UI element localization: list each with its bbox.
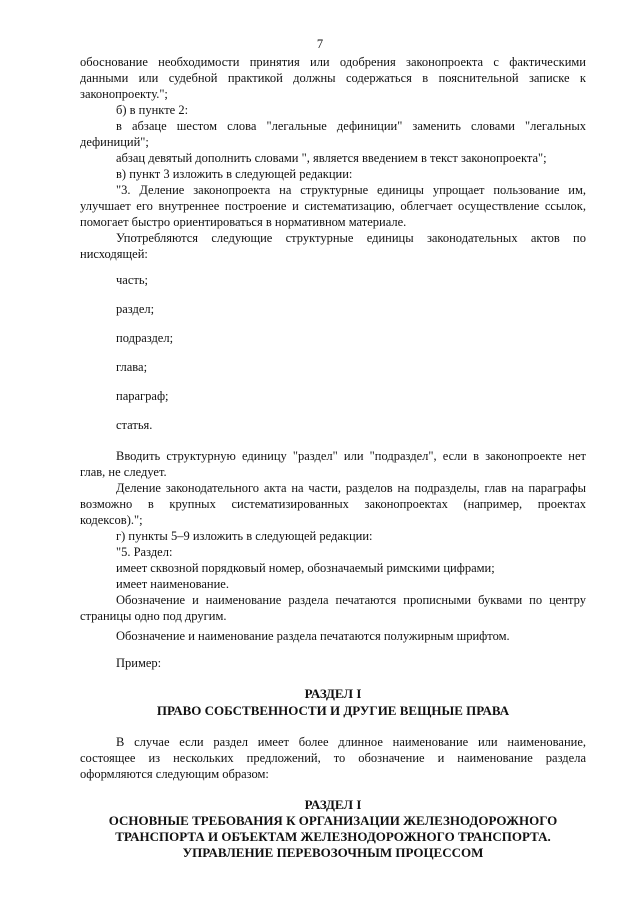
list-item: глава; bbox=[116, 360, 148, 374]
paragraph-line: Деление законодательного акта на части, разделов на подразделы, глав на параграфы bbox=[116, 481, 586, 495]
paragraph-line: Обозначение и наименование раздела печатаются прописными буквами по центру bbox=[116, 593, 586, 607]
list-item: параграф; bbox=[116, 389, 169, 403]
paragraph-line: Вводить структурную единицу "раздел" или "подраздел", если в законопроекте нет bbox=[116, 449, 586, 463]
example2-section-label: РАЗДЕЛ I bbox=[304, 797, 362, 812]
paragraph-line: "3. Деление законопроекта на структурные единицы упрощает пользование им, bbox=[116, 183, 586, 197]
example-section-title: ПРАВО СОБСТВЕННОСТИ И ДРУГИЕ ВЕЩНЫЕ ПРАВА bbox=[156, 703, 510, 718]
paragraph-line: Употребляются следующие структурные единицы законодательных актов по bbox=[116, 231, 586, 245]
list-item: часть; bbox=[116, 273, 149, 287]
example2-title-line: ОСНОВНЫЕ ТРЕБОВАНИЯ К ОРГАНИЗАЦИИ ЖЕЛЕЗНОДОРОЖНОГО bbox=[108, 813, 558, 828]
paragraph-line: имеет сквозной порядковый номер, обозначаемый римскими цифрами; bbox=[116, 561, 495, 575]
paragraph-line: страницы одно под другим. bbox=[80, 609, 227, 623]
paragraph-line: оформляются следующим образом: bbox=[80, 767, 269, 781]
paragraph-line: В случае если раздел имеет более длинное наименование или наименование, bbox=[116, 735, 586, 749]
paragraph-line: в абзаце шестом слова "легальные дефиниции" заменить словами "легальных bbox=[116, 119, 586, 133]
paragraph-line: обоснование необходимости принятия или одобрения законопроекта с фактическими bbox=[80, 55, 586, 69]
paragraph-line: Обозначение и наименование раздела печатаются полужирным шрифтом. bbox=[116, 629, 510, 643]
paragraph-line: возможно в крупных систематизированных законопроектах (например, проектах bbox=[80, 497, 586, 511]
example-section-label: РАЗДЕЛ I bbox=[304, 686, 362, 701]
paragraph-line: Пример: bbox=[116, 656, 162, 670]
paragraph-line: кодексов)."; bbox=[80, 513, 143, 527]
paragraph-line: глав, не следует. bbox=[80, 465, 167, 479]
paragraph-line: законопроекту."; bbox=[80, 87, 168, 101]
paragraph-line: имеет наименование. bbox=[116, 577, 229, 591]
paragraph-line: в) пункт 3 изложить в следующей редакции: bbox=[116, 167, 353, 181]
paragraph-line: г) пункты 5–9 изложить в следующей редакции: bbox=[116, 529, 373, 543]
paragraph-line: состоящее из нескольких предложений, то обозначение и наименование раздела bbox=[80, 751, 586, 765]
paragraph-line: "5. Раздел: bbox=[116, 545, 173, 559]
example2-title-line: УПРАВЛЕНИЕ ПЕРЕВОЗОЧНЫМ ПРОЦЕССОМ bbox=[182, 845, 484, 860]
list-item: раздел; bbox=[116, 302, 155, 316]
paragraph-line: помогает быстро ориентироваться в нормативном материале. bbox=[80, 215, 407, 229]
paragraph-line: нисходящей: bbox=[80, 247, 148, 261]
paragraph-line: дефиниций"; bbox=[80, 135, 149, 149]
paragraph-line: абзац девятый дополнить словами ", является введением в текст законопроекта"; bbox=[116, 151, 547, 165]
paragraph-line: б) в пункте 2: bbox=[116, 103, 189, 117]
paragraph-line: улучшает его внутреннее построение и систематизацию, облегчает осуществление ссылок, bbox=[80, 199, 586, 213]
list-item: статья. bbox=[116, 418, 153, 432]
list-item: подраздел; bbox=[116, 331, 174, 345]
paragraph-line: данными или судебной практикой должны содержаться в пояснительной записке к bbox=[80, 71, 586, 85]
page-number: 7 bbox=[316, 37, 324, 51]
example2-title-line: ТРАНСПОРТА И ОБЪЕКТАМ ЖЕЛЕЗНОДОРОЖНОГО ТРАНСПОРТА. bbox=[115, 829, 551, 844]
